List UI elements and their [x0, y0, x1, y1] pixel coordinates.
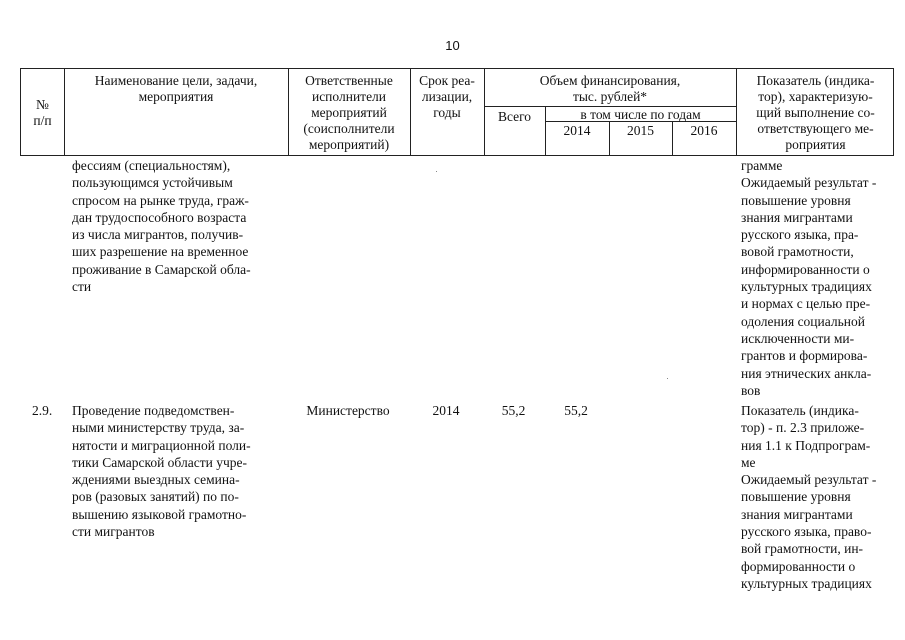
text-line: тики Самарской области учре-: [72, 454, 247, 470]
row-number: 2.9.: [32, 403, 53, 418]
header-text: тор), характеризую-: [758, 89, 873, 104]
text-line: грантов и формирова-: [741, 348, 868, 364]
header-text: Показатель (индика-: [756, 73, 875, 88]
header-text: (соисполнители: [303, 121, 395, 136]
header-text: мероприятий: [311, 105, 387, 120]
text-line: нятости и миграционной поли-: [72, 437, 251, 453]
header-col-name: [64, 73, 288, 105]
text-line: ния этнических анкла-: [741, 365, 872, 381]
scan-speck: [667, 378, 668, 379]
text-line: информированности о: [741, 261, 870, 277]
text-line: формированности о: [741, 558, 856, 574]
row-indicator: [741, 402, 901, 592]
text-line: пользующимся устойчивым: [72, 175, 233, 191]
header-col-total: Всего: [497, 109, 532, 124]
header-col-number: [21, 97, 64, 129]
header-text: мероприятий): [308, 137, 390, 152]
text-line: ме: [741, 454, 756, 470]
text-line: спросом на рынке труда, граж-: [72, 192, 249, 208]
header-year-2014: 2014: [563, 123, 591, 138]
header-col-responsible: [288, 73, 410, 153]
continuation-indicator: [741, 157, 901, 399]
text-line: вой грамотности, ин-: [741, 541, 864, 557]
text-line: культурных традициях: [741, 279, 872, 295]
text-line: знания мигрантами: [741, 506, 853, 522]
header-text: п/п: [33, 113, 52, 128]
text-line: вов: [741, 382, 761, 398]
text-line: проживание в Самарской обла-: [72, 261, 251, 277]
header-text: роприятия: [785, 137, 846, 152]
header-text: Ответственные: [305, 73, 393, 88]
text-line: грамме: [741, 158, 783, 173]
header-text: годы: [433, 105, 461, 120]
row-total: 55,2: [501, 403, 526, 418]
header-year-2015: 2015: [627, 123, 654, 138]
text-line: ными министерству труда, за-: [72, 420, 245, 436]
text-line: Ожидаемый результат -: [741, 175, 877, 191]
text-line: культурных традициях: [741, 575, 872, 591]
header-col-by-year: в том числе по годам: [580, 107, 701, 122]
text-line: вовой грамотности,: [741, 244, 854, 260]
text-line: из числа мигрантов, получив-: [72, 227, 244, 243]
continuation-name: [72, 157, 292, 295]
text-line: знания мигрантами: [741, 209, 853, 225]
text-line: дан трудоспособного возраста: [72, 209, 247, 225]
page-number: 10: [445, 38, 460, 53]
header-text: №: [36, 97, 49, 112]
header-text: Объем финансирования,: [539, 73, 681, 88]
text-line: вышению языковой грамотно-: [72, 506, 247, 522]
header-text: исполнители: [311, 89, 387, 104]
header-col-financing: [484, 73, 736, 105]
header-col-term: [410, 73, 484, 121]
text-line: и нормах с целью пре-: [741, 296, 871, 312]
text-line: ждениями выездных семина-: [72, 472, 240, 488]
header-text: Срок реа-: [419, 73, 475, 88]
text-line: русского языка, пра-: [741, 227, 859, 243]
text-line: исключенности ми-: [741, 330, 855, 346]
text-line: сти: [72, 279, 92, 295]
text-line: ших разрешение на временное: [72, 244, 249, 260]
text-line: одоления социальной: [741, 313, 865, 329]
table-header: [20, 68, 894, 156]
header-text: лизации,: [421, 89, 473, 104]
header-col-indicator: [736, 73, 895, 153]
scan-speck: [436, 171, 437, 172]
text-line: ров (разовых занятий) по по-: [72, 489, 239, 505]
text-line: Показатель (индика-: [741, 403, 859, 418]
header-text: щий выполнение со-: [756, 105, 875, 120]
text-line: повышение уровня: [741, 489, 851, 505]
row-year-2014: 55,2: [564, 403, 588, 418]
header-text: тыс. рублей*: [572, 89, 648, 104]
text-line: сти мигрантов: [72, 524, 155, 540]
header-text: мероприятия: [138, 89, 214, 104]
header-text: Наименование цели, задачи,: [94, 73, 258, 88]
header-year-2016: 2016: [690, 123, 718, 138]
row-responsible: Министерство: [306, 403, 390, 418]
text-line: Ожидаемый результат -: [741, 472, 877, 488]
text-line: повышение уровня: [741, 192, 851, 208]
text-line: тор) - п. 2.3 приложе-: [741, 420, 865, 436]
text-line: ния 1.1 к Подпрограм-: [741, 437, 871, 453]
header-text: ответствующего ме-: [757, 121, 874, 136]
row-term: 2014: [432, 403, 460, 418]
text-line: Проведение подведомствен-: [72, 403, 235, 418]
row-name: [72, 402, 292, 540]
text-line: русского языка, право-: [741, 524, 872, 540]
text-line: фессиям (специальностям),: [72, 158, 231, 173]
